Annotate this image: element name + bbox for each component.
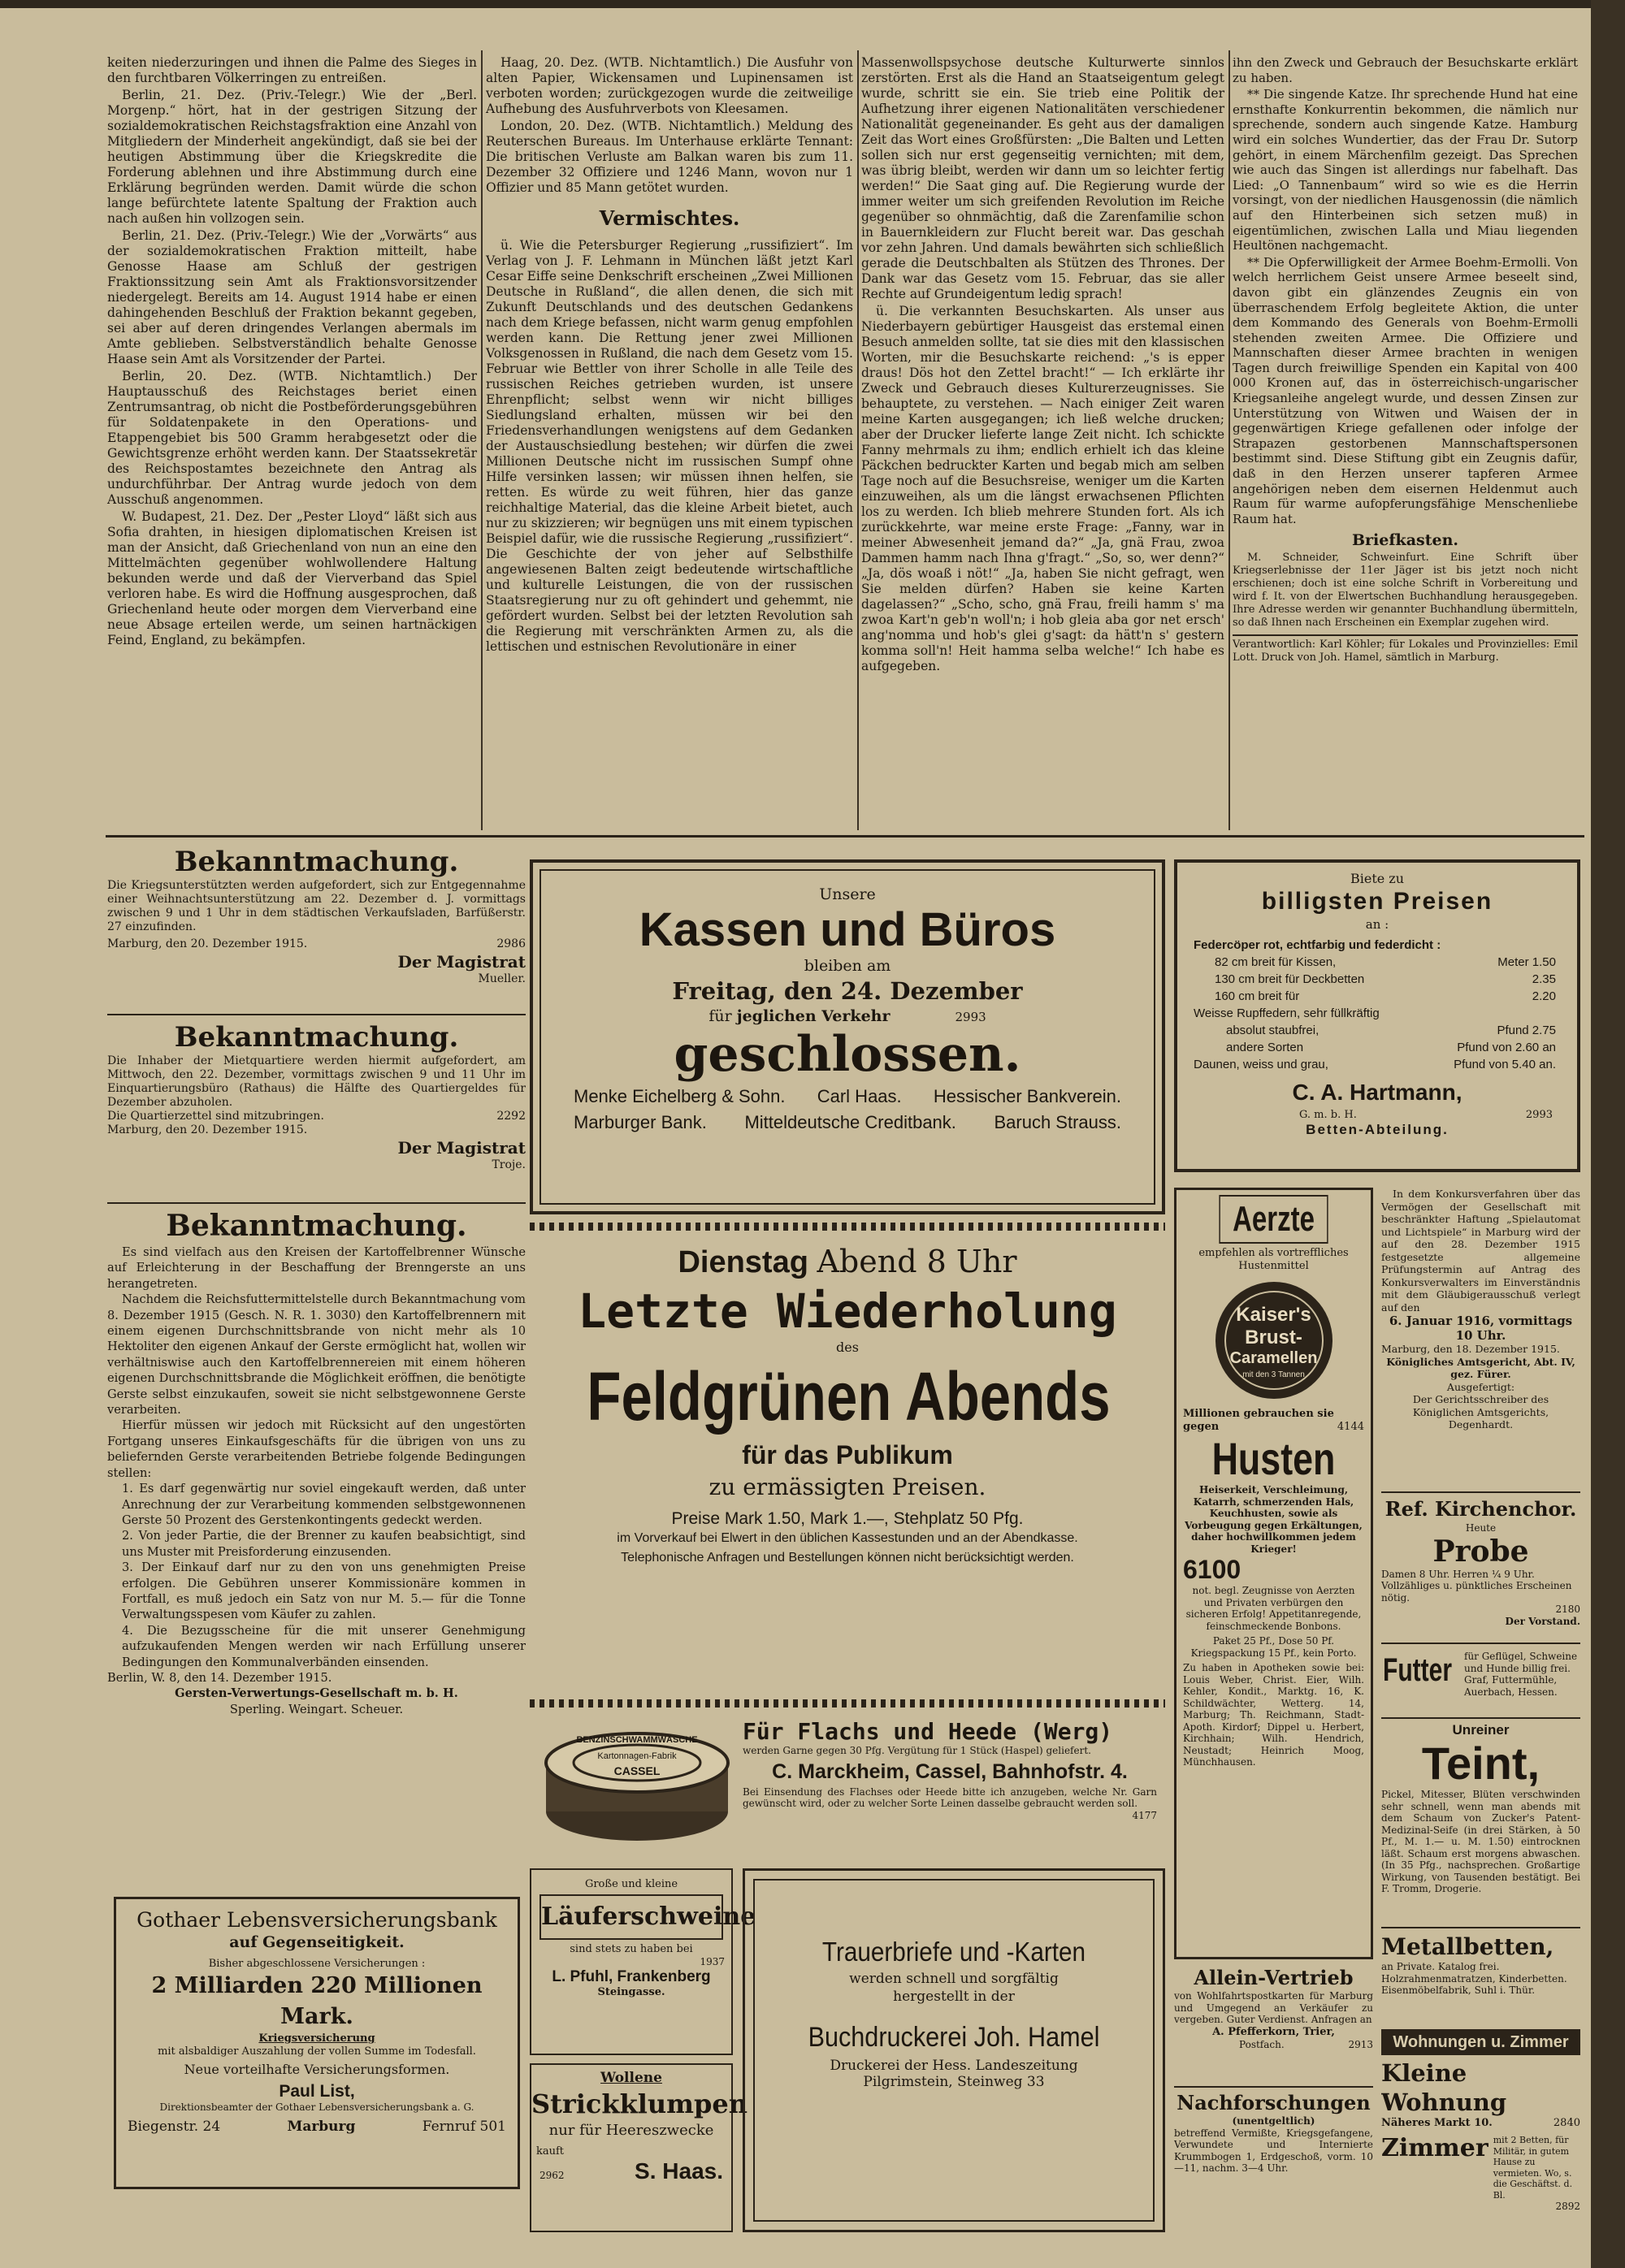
ad-text: Kriegsversicherung bbox=[258, 2032, 375, 2045]
ad-text: Unsere bbox=[819, 885, 876, 903]
ad-text: bleiben am bbox=[804, 957, 891, 975]
price-row-label: 82 cm breit für Kissen, bbox=[1215, 955, 1337, 969]
ad-text: mit alsbaldiger Auszahlung der vollen Summe im Todesfall. bbox=[158, 2045, 476, 2058]
ad-text: Heute bbox=[1465, 1522, 1497, 1534]
article-text: ** Die Opferwilligkeit der Armee Boehm-Ermolli. Von welch herrlichem Geist unsere Armee beseelt sind, davon gibt ein glänzendes Zeugnis ein von überraschendem Erfolg begleitete Aktion, die unter dem Kommando des Generals von Boehm-Ermolli stehenden zweiten Armee. Die Offiziere und Mannschaften dieser Armee brachten in wenigen Tagen durch freiwillige Spenden ein Kapital von 400 000 Kronen auf, das in österreichisch-ungarischer Kriegsanleihe angelegt wurde, und dessen Zinsen zur Unterstützung von Witwen und Waisen der in gegenwärtigen Kriege gefallenen oder infolge der Strapazen gestorbenen Mannschaftspersonen bestimmt sind. Diese Stiftung gibt ein Zeugnis dafür, daß in den Herzen unserer tapferen Armee angehörigen neben dem eisernen Heldenmut auch Raum für warme aufopferungsfähige Menschenliebe Raum hat. bbox=[1233, 254, 1578, 526]
ad-firm: Buchdruckerei Joh. Hamel bbox=[808, 2022, 1100, 2053]
ad-text: im Vorverkauf bei Elwert in den üblichen Kassestunden und an der Abendkasse. bbox=[617, 1531, 1078, 1545]
tin-label: CASSEL bbox=[613, 1764, 661, 1777]
price-row-value: Pfund von 2.60 an bbox=[1457, 1041, 1556, 1054]
wohnungen-header bbox=[1381, 2029, 1580, 2055]
condition-item: 3. Der Einkauf darf nur zu den von uns genehmigten Preise erfolgen. Die Gebühren unserer Kommissionäre kommen in Fortfall, es muß jedoch ein Satz von nur M. 5.— für die Tonne Verwaltungsspesen vom Käufer zu zahlen. bbox=[122, 1560, 526, 1622]
ad-text: Betten-Abteilung. bbox=[1306, 1122, 1449, 1137]
ad-firm: Menke Eichelberg & Sohn. bbox=[574, 1086, 786, 1106]
ad-kassen bbox=[530, 859, 1165, 1214]
ad-name: L. Pfuhl, Frankenberg bbox=[552, 1967, 711, 1985]
border-ornament bbox=[530, 1699, 1165, 1707]
ad-teint bbox=[1381, 1722, 1580, 1925]
ad-headline: Feldgrünen Abends bbox=[587, 1358, 1111, 1435]
ad-text: Bisher abgeschlossene Versicherungen : bbox=[208, 1958, 426, 1970]
ad-bekanntmachung-1 bbox=[107, 845, 526, 1011]
ad-title: Kassen und Büros bbox=[639, 903, 1056, 956]
ad-text: mit 2 Betten, für Militär, in gutem Hause zu vermieten. Wo, s. die Geschäftst. d. Bl. bbox=[1493, 2135, 1573, 2201]
ad-text: Dienstag bbox=[678, 1245, 817, 1279]
ad-number: 2913 bbox=[1348, 2038, 1373, 2050]
ad-date: Berlin, W. 8, den 14. Dezember 1915. bbox=[107, 1670, 332, 1685]
tin-label: Kartonnagen-Fabrik bbox=[597, 1751, 677, 1761]
ad-rule bbox=[1381, 1717, 1580, 1719]
ad-text: (unentgeltlich) bbox=[1232, 2115, 1315, 2127]
briefkasten-heading: Briefkasten. bbox=[1351, 531, 1458, 550]
ad-title: billigsten Preisen bbox=[1261, 888, 1493, 915]
border-ornament bbox=[530, 1223, 1165, 1231]
ad-text: Pickel, Mitesser, Blüten verschwinden sehr schnell, wenn man abends mit dem Schaum von Zucker's Patent-Medizinal-Seife (in drei Stärken, à 50 Pf., M. 1.— u. M. 1.50) eintrocknen läßt. Schaum erst morgens abwaschen. (In 35 Pfg., nachsprechen. Großartige Wirkung, von Tausenden bestätigt. Bei F. Tromm, Drogerie. bbox=[1381, 1789, 1580, 1894]
ad-text: werden schnell und sorgfältig hergestellt in der bbox=[849, 1971, 1059, 2005]
ad-title: Strickklumpen bbox=[531, 2088, 748, 2119]
ad-title: Bekanntmachung. bbox=[166, 1209, 467, 1243]
ad-text: Paket 25 Pf., Dose 50 Pf. Kriegspackung 15 Pf., kein Porto. bbox=[1190, 1635, 1357, 1659]
column-rule bbox=[857, 50, 859, 830]
article-text: ü. Die verkannten Besuchskarten. Als unser aus Niederbayern gebürtiger Hausgeist das erstemal einen Besuch anmelden sollte, tat sie dies mit den klassischen Worten, mir die Besuchskarte reichend: „'s is epper draus! Dös hot den Zettel bracht!“ — Ich erklärte ihr Zweck und Gebrauch dieses Kulturerzeugnisses. Sie behauptete, zu verstehen. — Nach einiger Zeit waren meine Karten ausgegangen; ich ließ welche drucken; aber der Drucker lieferte lange Zeit nicht. Ich schickte Fanny mehrmals zu ihm; endlich erhielt ich das kleine Päckchen bedruckter Karten und begab mich am selben Tage noch auf die Besuchsreise, weniger um die Karten einzuweihen, als um die längst erwachsenen Pflichten los zu werden. Ich blieb mehrere Stunden fort. Als ich zurückkehrte, war meine erste Frage: „Fanny, war in meiner Abwesenheit jemand da?“ „Ja, gnä Frau, zwoa Dammen hamm nach Ihna g'fragt.“ „So, so, wer denn?“ „Ja, dös woaß i nöt!“ „Ja, haben Sie nicht gefragt, wen Sie melden dürfen? Haben sie keine Karten dagelassen?“ „Scho, scho, gnä Frau, freili hamm s' ma zwoa Kart'n geb'n woll'n; i hob gleia aba gor net ersch' ang'nomma und hob's glei g'sagt: da hätt'n s' gestern komma soll'n! Heit hamma selba welche!“ Ich habe es aufgegeben. bbox=[861, 304, 1224, 673]
ad-wohnungen bbox=[1381, 2058, 1580, 2234]
news-column-3 bbox=[861, 55, 1224, 676]
ad-org: Gersten-Verwertungs-Gesellschaft m. b. H. bbox=[175, 1686, 458, 1701]
kaisers-logo-icon bbox=[1213, 1279, 1335, 1401]
ad-text: Damen 8 Uhr. Herren ¼ 9 Uhr. Vollzähliges u. pünktliches Erscheinen nötig. bbox=[1381, 1568, 1572, 1604]
ad-text: Es sind vielfach aus den Kreisen der Kartoffelbrenner Wünsche auf Erleichterung in der Beschaffung der Brenngerste an uns herangetreten. bbox=[107, 1245, 526, 1291]
ad-text: für bbox=[708, 1007, 737, 1025]
price-row-label: Daunen, weiss und grau, bbox=[1194, 1058, 1328, 1071]
ad-number: 4144 bbox=[1337, 1421, 1364, 1433]
ad-bekanntmachung-2 bbox=[107, 1020, 526, 1201]
ad-name: Degenhardt. bbox=[1448, 1418, 1514, 1430]
ad-bekanntmachung-3 bbox=[107, 1207, 526, 1899]
article-text: keiten niederzuringen und ihnen die Palme des Sieges in den furchtbaren Völkerringen zu entreißen. bbox=[107, 55, 477, 85]
ad-text: des bbox=[836, 1340, 859, 1355]
ad-number: 1937 bbox=[700, 1956, 725, 1967]
news-column-4 bbox=[1233, 55, 1578, 664]
ad-big-text: geschlossen. bbox=[674, 1026, 1021, 1083]
ad-name: Paul List, bbox=[279, 2082, 355, 2101]
ad-allein-vertrieb bbox=[1174, 1966, 1373, 2084]
ad-big-text: Futter bbox=[1383, 1652, 1452, 1688]
ad-text: not. begl. Zeugnisse von Aerzten und Privaten verbürgen den sicheren Erfolg! Appetitanregende, feinschmeckende Bonbons. bbox=[1185, 1585, 1362, 1632]
top-edge bbox=[0, 0, 1625, 8]
ad-number: 2986 bbox=[496, 937, 526, 950]
ad-text: jeglichen Verkehr bbox=[736, 1007, 890, 1025]
ad-title: Ref. Kirchenchor. bbox=[1384, 1497, 1577, 1521]
ad-text: Biete zu bbox=[1350, 871, 1405, 886]
ad-amount: 2 Milliarden 220 Millionen Mark. bbox=[151, 1973, 483, 2029]
ad-big-text: Teint, bbox=[1421, 1738, 1540, 1789]
price-row-value: Pfund 2.75 bbox=[1497, 1024, 1556, 1037]
ad-metallbetten bbox=[1381, 1933, 1580, 2023]
ad-kaisers-caramellen bbox=[1174, 1188, 1373, 1959]
ad-number: 2993 bbox=[955, 1010, 986, 1024]
ad-big-text: Probe bbox=[1432, 1534, 1529, 1569]
ad-title: Gothaer Lebensversicherungsbank bbox=[136, 1908, 497, 1932]
ad-text: Druckerei der Hess. Landeszeitung bbox=[830, 2058, 1078, 2074]
adjacent-page-edge bbox=[1584, 49, 1591, 2242]
article-text: ü. Wie die Petersburger Regierung „russifiziert“. Im Verlag von J. F. Lehmann in München läßt jetzt Karl Cesar Eiffe seine Denkschrift erscheinen „Zwei Millionen Deutsche in Rußland“, die allen denen, die sich mit Zukunft Deutschlands und des deutschen Gedankens nach dem Kriege befassen, nicht warm genug empfohlen werden kann. Die Rettung jener zwei Millionen Volksgenossen in Rußland, die nach dem Gesetz vom 15. Februar wie Bettler von ihrer Scholle in alle Teile des russischen Reiches getrieben wurden, ist unsere Ehrenpflicht; selbst wenn wir nicht billiges Siedlungsland erhalten, müssen wir bei den Friedensverhandlungen wenigstens auf dem Gedanken der Austauschsiedlung bestehen; wir dürfen die zwei Millionen Deutsche nicht im russischen Sumpf ohne Hilfe versinken lassen; wir müssen ihnen helfen, sie retten. Es würde zu weit führen, hier das ganze reichhaltige Material, das die kleine Arbeit bietet, auch nur zu skizzieren; wir begnügen uns mit einem typischen Beispiel dafür, wie die russische Regierung „russifiziert“. Die Geschichte der von jeher auf Selbsthilfe angewiesenen Balten zeigt bedeutende wirtschaftliche und kulturelle Leistungen, die von der russischen Staatsregierung nur zu oft gehindert und gehemmt, nie gefördert wurden. Selbst bei der letzten Revolution sah die Regierung mit verschränkten Armen zu, als die lettischen und estnischen Revolutionäre in einer bbox=[486, 238, 853, 654]
ad-text: kauft bbox=[536, 2145, 565, 2158]
ad-rule bbox=[107, 1014, 526, 1015]
ad-text: von Wohlfahrtspostkarten für Marburg und Umgegend an Verkäufer zu vergeben. Guter Verdienst. Anfragen an bbox=[1174, 1990, 1373, 2025]
article-text: ihn den Zweck und Gebrauch der Besuchskarte erklärt zu haben. bbox=[1233, 55, 1578, 85]
ad-firm: Marburger Bank. bbox=[574, 1112, 707, 1132]
ad-title: Metallbetten, bbox=[1381, 1933, 1554, 1960]
ad-title: Zimmer bbox=[1381, 2134, 1488, 2162]
ad-text: nur für Heereszwecke bbox=[548, 2122, 714, 2139]
ad-text: Millionen gebrauchen sie bbox=[1183, 1408, 1334, 1420]
ad-firm: Mitteldeutsche Creditbank. bbox=[744, 1112, 956, 1132]
article-text: Berlin, 21. Dez. (Priv.-Telegr.) Wie der „Berl. Morgenp.“ hört, hat in der gestrigen Sitzung der sozialdemokratischen Reichstagsfraktion eine Anzahl von Mitgliedern der Minderheit angekündigt, daß sie bei der heutigen Abstimmung über die Kriegskredite die Forderung ablehnen und ihre Abstimmung durch eine Erklärung begründen werden. Damit würde die schon lange befürchtete latente Spaltung der Fraktion auch nach außen hin vollzogen sein. bbox=[107, 88, 477, 226]
ad-name: Troje. bbox=[492, 1158, 526, 1171]
ad-header-text: Wohnungen u. Zimmer bbox=[1393, 2033, 1569, 2051]
ad-firm: C. A. Hartmann, bbox=[1292, 1080, 1462, 1105]
article-text: ** Die singende Katze. Ihr sprechende Hund hat eine ernsthafte Konkurrentin bekommen, die nämlich nur sprechende, sondern auch singende Katze. Hamburg wird ein solches Wundertier, das der Frau Dr. Sutorp gehört, in einem Märchenfilm gezeigt. Das Sprechen wie auch das Singen ist allerdings nur fabelhaft. Das Lied: „O Tannenbaum“ wird so wie es die Herrin vorsingt, von der niedlichen Hausgenossin (die nämlich auf den Hinterbeinen sich setzen muß) in eigentümlichen, zwischen Lalla und Miau liegenden Heultönen nachgemacht. bbox=[1233, 87, 1578, 253]
ad-address: Biegenstr. 24 bbox=[128, 2118, 221, 2135]
ad-text: Der Gerichtsschreiber des Königlichen Amtsgerichts, bbox=[1412, 1393, 1549, 1418]
ad-text: Ausgefertigt: bbox=[1446, 1380, 1515, 1393]
ad-text: Nachdem die Reichsfuttermittelstelle durch Bekanntmachung vom 8. Dezember 1915 (Gesch. N. R. 1. 3030) den Kartoffelbrennern mit einem eigenen Durchschnittsbrande von nicht mehr als 10 Hektoliter den eigenen Ankauf der Gerste ermöglicht hat, wollen wir verhältniswise auch den Kartoffelbrennereien mit einem höheren eigenen Durchschnittsbrande die Möglichkeit eröffnen, die benötigte Gerste selbst einzukaufen, soweit sie nicht selbstgewonnene Gerste verarbeiten. bbox=[107, 1292, 526, 1418]
imprint: Verantwortlich: Karl Köhler; für Lokales und Provinzielles: Emil Lott. Druck von Joh. Hamel, sämtlich in Marburg. bbox=[1233, 634, 1578, 664]
ad-nachforschungen bbox=[1174, 2091, 1373, 2234]
ad-text: für das Publikum bbox=[742, 1440, 953, 1469]
ad-place: Steingasse. bbox=[597, 1985, 665, 1998]
ad-firm: Baruch Strauss. bbox=[994, 1112, 1121, 1132]
price-row-value: 2.35 bbox=[1532, 972, 1556, 986]
news-column-1 bbox=[107, 55, 477, 650]
price-row-label: andere Sorten bbox=[1226, 1041, 1304, 1054]
price-row-label: 130 cm breit für Deckbetten bbox=[1215, 972, 1365, 986]
logo-text: Kaiser's bbox=[1236, 1304, 1311, 1326]
ad-text: Federcöper rot, echtfarbig und federdicht : bbox=[1194, 938, 1441, 952]
ad-laeuferschweine bbox=[530, 1868, 756, 2055]
ad-court: Königliches Amtsgericht, Abt. IV, gez. Fürer. bbox=[1386, 1355, 1575, 1380]
ad-date: Marburg, den 20. Dezember 1915. bbox=[107, 937, 308, 950]
ad-text: Direktionsbeamter der Gothaer Lebensversicherungsbank a. G. bbox=[159, 2101, 474, 2113]
article-text: Berlin, 21. Dez. (Priv.-Telegr.) Wie der „Vorwärts“ aus der sozialdemokratischen Fraktion mitteilt, habe Genosse Haase am Schluß der gestrigen Fraktionssitzung sein Amt als Fraktionsvorsitzender niedergelegt. Bereits am 14. August 1914 habe er einen dahingehenden Beschluß der Fraktion bekannt gegeben, sei aber auf deren dringendes Verlangen abermals im Amte geblieben. Selbstverständlich behalte Genosse Haase sein Amt als Vorsitzender der Partei. bbox=[107, 228, 477, 366]
condition-item: 1. Es darf gegenwärtig nur soviel eingekauft werden, daß unter Anrechnung der zur Verarbeitung kommenden selbstgewonnenen Gerste 50 Prozent des Gerstenkontingents gedeckt werden. bbox=[122, 1482, 526, 1527]
ad-rule bbox=[1381, 1491, 1580, 1493]
ad-flachs bbox=[530, 1714, 1165, 1859]
ad-note: Die Quartierzettel sind mitzubringen. bbox=[107, 1110, 324, 1123]
ad-text: Hierfür müssen wir jedoch mit Rücksicht auf den ungestörten Fortgang unseres Einkaufsgeschäfts für die übrigen von uns zu beliefernden Gerste verarbeitenden Betriebe folgende Bedingungen stellen: bbox=[107, 1418, 526, 1480]
ad-text: Die Kriegsunterstützten werden aufgefordert, sich zur Entgegennahme einer Weihnachtsunterstützung am 22. Dezember d. J. vormittags zwischen 9 und 1 Uhr in dem städtischen Verkaufsladen, Barfüßerstr. 27 einzufinden. bbox=[107, 879, 526, 933]
ad-title: Allein-Vertrieb bbox=[1194, 1966, 1354, 1989]
ad-text: Postfach. bbox=[1239, 2038, 1285, 2050]
ad-text: an : bbox=[1365, 917, 1389, 932]
ad-rule bbox=[1381, 1927, 1580, 1928]
ad-address: Pilgrimstein, Steinweg 33 bbox=[863, 2074, 1045, 2090]
ad-name: S. Haas. bbox=[635, 2158, 723, 2184]
condition-item: 4. Die Bezugsscheine für die mit unserer Genehmigung aufzukaufenden Mengen werden wir nach Erfüllung unserer Bedingungen den Kommunalverbänden einsenden. bbox=[122, 1623, 526, 1669]
ad-number: 2962 bbox=[540, 2170, 565, 2181]
ad-subtitle: auf Gegenseitigkeit. bbox=[229, 1933, 405, 1951]
ad-trauerbriefe bbox=[743, 1868, 1165, 2232]
ad-number: 2840 bbox=[1553, 2117, 1580, 2129]
ad-date: Freitag, den 24. Dezember bbox=[672, 977, 1023, 1005]
ad-text: Zu haben in Apotheken sowie bei: Louis Weber, Christ. Eier, Wilh. Kehler, Kondit., Marktg. 16, K. Schildwächter, Wetterg. 14, Marburg; Th. Reichmann, Stadt-Apoth. Kirdorf; Dippel u. Herbert, Kirchhain; Wilh. Hendrich, Neustadt; Heinrich Moog, Münchhausen. bbox=[1183, 1662, 1364, 1768]
ad-hartmann-betten bbox=[1174, 859, 1580, 1172]
column-rule bbox=[481, 50, 483, 830]
ad-number: 2180 bbox=[1555, 1604, 1580, 1615]
ad-text: Weisse Rupffedern, sehr füllkräftig bbox=[1194, 1006, 1380, 1020]
price-row-value: Pfund von 5.40 an. bbox=[1454, 1058, 1556, 1071]
ad-text: gegen bbox=[1183, 1421, 1220, 1433]
ad-signature: Der Vorstand. bbox=[1505, 1615, 1580, 1627]
ad-name: Mueller. bbox=[478, 972, 526, 985]
ad-text: Näheres Markt 10. bbox=[1381, 2117, 1493, 2129]
ad-text: Große und kleine bbox=[584, 1878, 678, 1890]
ad-theater bbox=[530, 1235, 1165, 1695]
ad-strickklumpen bbox=[530, 2063, 748, 2232]
price-row-label: 160 cm breit für bbox=[1215, 989, 1300, 1003]
article-text: M. Schneider, Schweinfurt. Eine Schrift über Kriegserlebnisse der 11er Jäger ist bis jetzt noch nicht erschienen; doch ist eine solche Schrift in Vorbereitung und wird f. It. von der Elwertschen Buchhandlung herausgegeben. Ihre Adresse werden wir genannter Buchhandlung übermitteln, so daß Ihnen nach Erscheinen ein Exemplar zugehen wird. bbox=[1233, 552, 1578, 629]
article-text: Haag, 20. Dez. (WTB. Nichtamtlich.) Die Ausfuhr von alten Papier, Wickensamen und Lupinensamen ist verboten worden; zurückgezogen wurde die zeitweilige Aufhebung des Ausfuhrverbots von Kleesamen. bbox=[486, 55, 853, 116]
ad-text: Bei Einsendung des Flachses oder Heede bitte ich anzugeben, welche Nr. Garn gewünscht wird, oder zu welcher Sorte Leinen dasselbe gebraucht werden soll. bbox=[743, 1785, 1157, 1809]
ad-text: werden Garne gegen 30 Pfg. Vergütung für 1 Stück (Haspel) geliefert. bbox=[743, 1745, 1091, 1756]
ad-kirchenchor bbox=[1381, 1496, 1580, 1641]
ad-rule bbox=[107, 1202, 526, 1204]
price-row-value: Meter 1.50 bbox=[1497, 955, 1556, 969]
article-text: Massenwollspsychose deutsche Kulturwerte sinnlos zerstörten. Erst als die Hand an Staatseigentum gelegt wurde, schritt sie ein. Sie trieb eine Politik der Aufhetzung ihrer eigenen Nationalitäten verschiedener Nationalität gegeneinander. Es geht aus der damaligen Zeit das Wort eines Großfürsten: „Die Balten und Letten sollen sich nur erst gegenseitig vernichten; mit dem, was übrig bleibt, werden wir dann um so leichter fertig werden!“ Die Saat ging auf. Die Regierung wurde der immer weiter um sich greifenden Revolution im Reiche gegenüber so ohnmächtig, daß die Zarenfamilie schon in Bauernkleidern zur Flucht bereit war. Das geschah vor zehn Jahren. Und damals bewährten sich schließlich gerade die Deutschbalten als Stützen des Thrones. Der Dank war das Gesetz vom 15. Februar, das sie aller Rechte auf Grundeigentum ledig sprach! bbox=[861, 55, 1224, 301]
ad-text: Wollene bbox=[600, 2070, 662, 2086]
logo-text: mit den 3 Tannen bbox=[1242, 1370, 1305, 1379]
ad-text: Telephonische Anfragen und Bestellungen können nicht berücksichtigt werden. bbox=[621, 1551, 1074, 1565]
ad-title: Kleine Wohnung bbox=[1381, 2059, 1507, 2116]
ad-title: Läuferschweine bbox=[540, 1894, 723, 1940]
ad-firm: Carl Haas. bbox=[817, 1086, 902, 1106]
ad-signature: Der Magistrat bbox=[397, 952, 526, 972]
price-row-label: absolut staubfrei, bbox=[1226, 1024, 1320, 1037]
ad-date: 6. Januar 1916, vormittags 10 Uhr. bbox=[1389, 1314, 1573, 1343]
ad-gotha-insurance bbox=[114, 1897, 520, 2189]
ad-konkurs bbox=[1381, 1188, 1580, 1488]
ad-number: 2892 bbox=[1555, 2201, 1580, 2212]
ad-text bbox=[1194, 937, 1556, 954]
price-row-value: 2.20 bbox=[1532, 989, 1556, 1003]
ad-phone: Fernruf 501 bbox=[422, 2118, 506, 2135]
ad-title: Letzte Wiederholung bbox=[578, 1283, 1117, 1339]
ad-number: 4177 bbox=[1132, 1809, 1157, 1821]
ad-title: Bekanntmachung. bbox=[174, 846, 459, 878]
ad-firm: C. Marckheim, Cassel, Bahnhofstr. 4. bbox=[772, 1759, 1128, 1783]
ad-title: Nachforschungen bbox=[1176, 2091, 1371, 2114]
ad-text: Heiserkeit, Verschleimung, Katarrh, schmerzenden Hals, Keuchhusten, sowie als Vorbeugung gegen Erkältungen, daher hochwillkommen jedem Krieger! bbox=[1185, 1484, 1363, 1555]
ad-signature: Der Magistrat bbox=[397, 1138, 526, 1158]
ad-text: Abend 8 Uhr bbox=[817, 1244, 1017, 1279]
ad-text: Neue vorteilhafte Versicherungsformen. bbox=[184, 2062, 450, 2077]
ad-name: A. Pfefferkorn, Trier, bbox=[1212, 2025, 1335, 2038]
tin-label: BENZINSCHWAMMWÄSCHE bbox=[576, 1735, 698, 1745]
ad-number: 6100 bbox=[1183, 1555, 1242, 1584]
ad-text: empfehlen als vortreffliches Hustenmittel bbox=[1198, 1247, 1349, 1272]
article-text: London, 20. Dez. (WTB. Nichtamtlich.) Meldung des Reuterschen Bureaus. Im Unterhause erklärte Tennant: Die britischen Verluste am Balkan waren bis zum 11. Dezember 32 Offiziere und 1246 Mann, wovon nur 1 Offizier und 85 Mann getötet wurden. bbox=[486, 119, 853, 195]
section-rule bbox=[106, 835, 1584, 838]
ad-prices: Preise Mark 1.50, Mark 1.—, Stehplatz 50 Pfg. bbox=[671, 1509, 1024, 1528]
ad-futter bbox=[1381, 1647, 1580, 1716]
column-rule bbox=[1228, 50, 1230, 830]
ad-city: Marburg bbox=[287, 2118, 356, 2135]
ad-text: sind stets zu haben bei bbox=[570, 1943, 693, 1955]
ad-date: Marburg, den 20. Dezember 1915. bbox=[107, 1123, 308, 1136]
section-heading: Vermischtes. bbox=[599, 206, 740, 230]
ad-title: Bekanntmachung. bbox=[174, 1021, 459, 1054]
ad-text: an Private. Katalog frei. Holzrahmenmatratzen, Kinderbetten. Eisenmöbelfabrik, Suhl i. Thür. bbox=[1381, 1961, 1567, 1996]
ad-title: Trauerbriefe und -Karten bbox=[821, 1937, 1086, 1967]
ad-text: für Geflügel, Schweine und Hunde billig frei. Graf, Futtermühle, Auerbach, Hessen. bbox=[1464, 1651, 1578, 1698]
condition-item: 2. Von jeder Partie, die der Brenner zu kaufen beabsichtigt, sind uns Muster mit Preisforderung einzusenden. bbox=[122, 1529, 526, 1559]
article-text: W. Budapest, 21. Dez. Der „Pester Lloyd“ läßt sich aus Sofia drahten, in hiesigen diplomatischen Kreisen ist man der Ansicht, daß Griechenland von nun an eine den Mittelmächten gegenüber wohlwollendere Haltung bekunden werde und daß der Vierverband das Spiel verloren habe. Es wird die Hoffnung ausgesprochen, daß Griechenland heute oder morgen dem Vierverband eine neue Absage erteilen werde, um seinen hartnäckigen Feind, England, zu bekämpfen. bbox=[107, 509, 477, 647]
ad-text: zu ermässigten Preisen. bbox=[708, 1474, 986, 1500]
ad-number: 2993 bbox=[1525, 1109, 1553, 1121]
ad-text: betreffend Vermißte, Kriegsgefangene, Verwundete und Internierte Krummbogen 1, Erdgeschoß, vorm. 10—11, nachm. 3—4 Uhr. bbox=[1174, 2127, 1373, 2174]
ad-number: 2292 bbox=[496, 1110, 526, 1123]
ad-big-text: Husten bbox=[1211, 1433, 1336, 1484]
ad-text: Die Inhaber der Mietquartiere werden hiermit aufgefordert, am Mittwoch, den 22. Dezember, vormittags zwischen 9 und 11 Uhr im Einquartierungsbüro (Rathaus) die Hälfte des Quartiergeldes für Dezember abzuholen. bbox=[107, 1054, 526, 1109]
ad-text: Unreiner bbox=[1452, 1722, 1510, 1738]
ad-names: Sperling. Weingart. Scheuer. bbox=[229, 1702, 404, 1716]
garn-tin-icon bbox=[540, 1722, 734, 1844]
right-page-edge bbox=[1591, 0, 1625, 2268]
article-text: Berlin, 20. Dez. (WTB. Nichtamtlich.) Der Hauptausschuß des Reichstages beriet einen Zentrumsantrag, ob nicht die Postbeförderungsgebühren für Soldatenpakete in den Operations- und Etappengebiet bis 500 Gramm herabgesetzt oder die Gewichtsgrenze erhöht werden kann. Der Staatssekretär des Reichspostamtes bezeichnete den Antrag als undurchführbar. Der Antrag wurde jedoch von dem Ausschuß angenommen. bbox=[107, 369, 477, 507]
ad-rule bbox=[1174, 2086, 1373, 2088]
ad-text: G. m. b. H. bbox=[1299, 1109, 1357, 1121]
ad-title: Aerzte bbox=[1219, 1195, 1328, 1244]
ad-title: Für Flachs und Heede (Werg) bbox=[743, 1718, 1113, 1745]
ad-text: In dem Konkursverfahren über das Vermögen der Gesellschaft mit beschränkter Haftung „Spielautomat und Lichtspiele“ in Marburg wird der auf den 28. Dezember 1915 festgesetzte allgemeine Prüfungstermin auf Antrag des Konkursverwalters im Einverständnis mit dem Gläubigerausschuß verlegt auf den bbox=[1381, 1188, 1580, 1314]
logo-text: Brust- bbox=[1245, 1327, 1302, 1348]
logo-text: Caramellen bbox=[1229, 1349, 1318, 1367]
ad-text: Marburg, den 18. Dezember 1915. bbox=[1381, 1343, 1560, 1355]
ad-firm: Hessischer Bankverein. bbox=[933, 1086, 1121, 1106]
news-column-2 bbox=[486, 55, 853, 656]
ad-rule bbox=[1381, 1643, 1580, 1644]
